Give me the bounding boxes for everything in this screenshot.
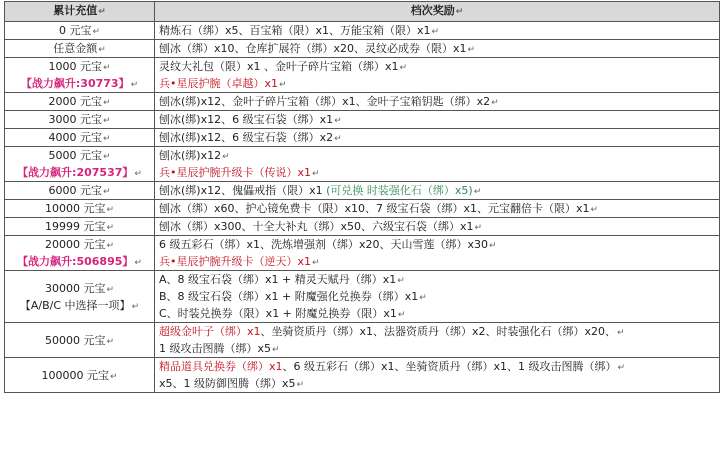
table-row: [5, 93, 720, 111]
recharge-amount: 1000 元宝: [48, 60, 102, 73]
return-mark: ↵: [102, 134, 111, 144]
header-total-recharge: 累计充值↵: [5, 2, 155, 22]
recharge-amount-cell: [5, 358, 155, 393]
amount-line: [9, 111, 150, 128]
recharge-amount: 0 元宝: [58, 24, 92, 37]
return-mark: ↵: [312, 258, 320, 268]
highlight-reward: 兵•星辰护腕（卓越）x1: [159, 77, 278, 90]
return-mark: ↵: [92, 27, 101, 37]
reward-text: 精炼石（绑）x5、百宝箱（限）x1、万能宝箱（限）x1: [159, 24, 431, 37]
table-row: [5, 40, 720, 58]
reward-text: 6 级五彩石（绑）x1、洗炼增强剂（绑）x20、天山雪莲（绑）x30: [159, 238, 489, 251]
return-mark: ↵: [102, 116, 111, 126]
reward-line: [159, 147, 715, 164]
reward-cell: [155, 271, 720, 323]
return-mark: ↵: [98, 7, 106, 17]
recharge-amount-cell: [5, 111, 155, 129]
return-mark: ↵: [222, 152, 230, 162]
recharge-amount: 10000 元宝: [44, 202, 106, 215]
recharge-amount: 19999 元宝: [44, 220, 106, 233]
amount-line: [9, 367, 150, 384]
reward-text: 刨冰(绑)x12: [159, 149, 222, 162]
reward-cell: [155, 182, 720, 200]
return-mark: ↵: [397, 276, 405, 286]
reward-line: [159, 22, 715, 39]
amount-line: [9, 297, 150, 314]
reward-line: [159, 375, 715, 392]
reward-line: [159, 323, 715, 340]
exchange-note: (可兑换 时装强化石（绑）x5): [326, 184, 473, 197]
recharge-amount-cell: [5, 271, 155, 323]
power-boost-label: 【战力飙升:506895】: [17, 255, 134, 268]
reward-cell: [155, 200, 720, 218]
return-mark: ↵: [102, 187, 111, 197]
return-mark: ↵: [109, 371, 118, 382]
amount-line: [9, 93, 150, 110]
recharge-amount-cell: [5, 40, 155, 58]
reward-line: [159, 40, 715, 57]
reward-text: 刨冰（绑）x300、十全大补丸（绑）x50、六级宝石袋（绑）x1: [159, 220, 474, 233]
reward-text: 刨冰(绑)x12、6 级宝石袋（绑）x2: [159, 131, 334, 144]
reward-line: [159, 271, 715, 288]
recharge-amount-cell: [5, 129, 155, 147]
return-mark: ↵: [397, 310, 406, 320]
amount-line: [9, 164, 150, 181]
return-mark: ↵: [98, 45, 106, 55]
table-row: [5, 200, 720, 218]
reward-line: [159, 305, 715, 322]
return-mark: ↵: [399, 63, 408, 73]
return-mark: ↵: [431, 27, 440, 37]
header-tier-reward: 档次奖励↵: [155, 2, 720, 22]
reward-text: 刨冰(绑)x12、6 级宝石袋（绑）x1: [159, 113, 334, 126]
table-row: [5, 22, 720, 40]
reward-text: A、8 级宝石袋（绑）x1 + 精灵天赋丹（绑）x1: [159, 273, 397, 286]
recharge-amount-cell: [5, 147, 155, 182]
amount-line: [9, 129, 150, 146]
reward-cell: [155, 111, 720, 129]
highlight-reward: 精品道具兑换券（绑）x1: [159, 360, 283, 373]
return-mark: ↵: [106, 205, 115, 215]
reward-line: [159, 288, 715, 305]
amount-line: [9, 40, 150, 57]
amount-line: [9, 182, 150, 199]
reward-text: C、时装兑换券（限）x1 + 附魔兑换券（限）x1: [159, 307, 397, 320]
table-row: [5, 358, 720, 393]
recharge-amount-cell: [5, 323, 155, 358]
reward-line: [159, 58, 715, 75]
reward-text: x5、1 级防御图腾（绑）x5: [159, 377, 296, 390]
return-mark: ↵: [131, 301, 140, 312]
return-mark: ↵: [296, 380, 305, 390]
highlight-reward: 兵•星辰护腕升级卡（逆天）x1: [159, 255, 311, 268]
reward-line: [159, 75, 715, 92]
return-mark: ↵: [617, 363, 626, 373]
reward-line: [159, 358, 715, 375]
highlight-reward: 超级金叶子（绑）x1: [159, 325, 261, 338]
reward-table: [4, 1, 720, 393]
recharge-amount: 任意金额: [53, 42, 98, 55]
return-mark: ↵: [312, 169, 320, 179]
reward-line: [159, 111, 715, 128]
return-mark: ↵: [272, 345, 280, 355]
return-mark: ↵: [419, 293, 427, 303]
reward-text: 刨冰（绑）x60、护心镜免费卡（限）x10、7 级宝石袋（绑）x1、元宝翻倍卡（限）x1: [159, 202, 590, 215]
return-mark: ↵: [467, 45, 476, 55]
amount-line: [9, 22, 150, 39]
reward-line: [159, 182, 715, 199]
reward-text: 、坐骑资质丹（绑）x1、法器资质丹（绑）x2、时装强化石（绑）x20、: [260, 325, 617, 338]
reward-line: [159, 93, 715, 110]
return-mark: ↵: [334, 134, 342, 144]
recharge-amount: 4000 元宝: [48, 131, 102, 144]
reward-text: 、6 级五彩石（绑）x1、坐骑资质丹（绑）x1、1 级攻击图腾（绑）: [282, 360, 617, 373]
amount-line: [9, 200, 150, 217]
reward-text: 刨冰(绑)x12、金叶子碎片宝箱（绑）x1、金叶子宝箱钥匙（绑）x2: [159, 95, 491, 108]
reward-cell: [155, 147, 720, 182]
return-mark: ↵: [102, 98, 111, 108]
recharge-amount: 20000 元宝: [44, 238, 106, 251]
reward-cell: [155, 22, 720, 40]
recharge-amount-cell: [5, 200, 155, 218]
reward-line: [159, 129, 715, 146]
table-header-row: [5, 2, 720, 22]
choice-note: 【A/B/C 中选择一项】: [19, 298, 131, 312]
return-mark: ↵: [106, 284, 115, 295]
table-row: [5, 111, 720, 129]
reward-text: 1 级攻击图腾（绑）x5: [159, 342, 272, 355]
recharge-amount-cell: [5, 218, 155, 236]
return-mark: ↵: [334, 116, 342, 126]
return-mark: ↵: [590, 205, 599, 215]
amount-line: [9, 75, 150, 92]
return-mark: ↵: [473, 187, 482, 197]
power-boost-label: 【战力飙升:207537】: [17, 166, 134, 179]
reward-cell: [155, 58, 720, 93]
return-mark: ↵: [617, 328, 625, 338]
amount-line: [9, 253, 150, 270]
amount-line: [9, 280, 150, 297]
reward-cell: [155, 358, 720, 393]
recharge-amount: 3000 元宝: [48, 113, 102, 126]
amount-line: [9, 147, 150, 164]
amount-line: [9, 236, 150, 253]
recharge-amount-cell: [5, 236, 155, 271]
table-row: [5, 58, 720, 93]
table-row: [5, 218, 720, 236]
recharge-amount: 5000 元宝: [48, 149, 102, 162]
recharge-amount-cell: [5, 22, 155, 40]
reward-line: [159, 236, 715, 253]
return-mark: ↵: [489, 241, 497, 251]
return-mark: ↵: [279, 80, 287, 90]
highlight-reward: 兵•星辰护腕升级卡（传说）x1: [159, 166, 311, 179]
reward-text: B、8 级宝石袋（绑）x1 + 附魔强化兑换券（绑）x1: [159, 290, 419, 303]
return-mark: ↵: [134, 258, 142, 268]
return-mark: ↵: [106, 241, 115, 251]
table-row: [5, 323, 720, 358]
return-mark: ↵: [491, 98, 499, 108]
table-row: [5, 271, 720, 323]
recharge-amount-cell: [5, 182, 155, 200]
reward-cell: [155, 129, 720, 147]
return-mark: ↵: [474, 223, 483, 233]
reward-cell: [155, 218, 720, 236]
recharge-amount: 2000 元宝: [48, 95, 102, 108]
reward-line: [159, 218, 715, 235]
amount-line: [9, 332, 150, 349]
reward-text: 刨冰(绑)x12、傀儡戒指（限）x1: [159, 184, 327, 197]
amount-line: [9, 218, 150, 235]
reward-text: 刨冰（绑）x10、仓库扩展符（绑）x20、灵纹必成券（限）x1: [159, 42, 467, 55]
amount-line: [9, 58, 150, 75]
table-row: [5, 182, 720, 200]
recharge-amount-cell: [5, 58, 155, 93]
return-mark: ↵: [102, 63, 111, 73]
return-mark: ↵: [455, 7, 464, 17]
reward-line: [159, 253, 715, 270]
table-row: [5, 147, 720, 182]
reward-line: [159, 164, 715, 181]
table-row: [5, 129, 720, 147]
reward-cell: [155, 40, 720, 58]
recharge-amount: 30000 元宝: [44, 281, 106, 295]
recharge-amount-cell: [5, 93, 155, 111]
table-row: [5, 236, 720, 271]
reward-cell: [155, 236, 720, 271]
recharge-amount: 6000 元宝: [48, 184, 102, 197]
recharge-amount: 100000 元宝: [41, 368, 109, 382]
reward-line: [159, 340, 715, 357]
return-mark: ↵: [134, 169, 142, 179]
reward-line: [159, 200, 715, 217]
return-mark: ↵: [102, 152, 111, 162]
reward-cell: [155, 93, 720, 111]
return-mark: ↵: [130, 80, 139, 90]
recharge-amount: 50000 元宝: [44, 333, 106, 347]
power-boost-label: 【战力飙升:30773】: [20, 77, 130, 90]
reward-cell: [155, 323, 720, 358]
return-mark: ↵: [106, 223, 115, 233]
reward-text: 灵纹大礼包（限）x1 、金叶子碎片宝箱（绑）x1: [159, 60, 399, 73]
return-mark: ↵: [106, 336, 115, 347]
